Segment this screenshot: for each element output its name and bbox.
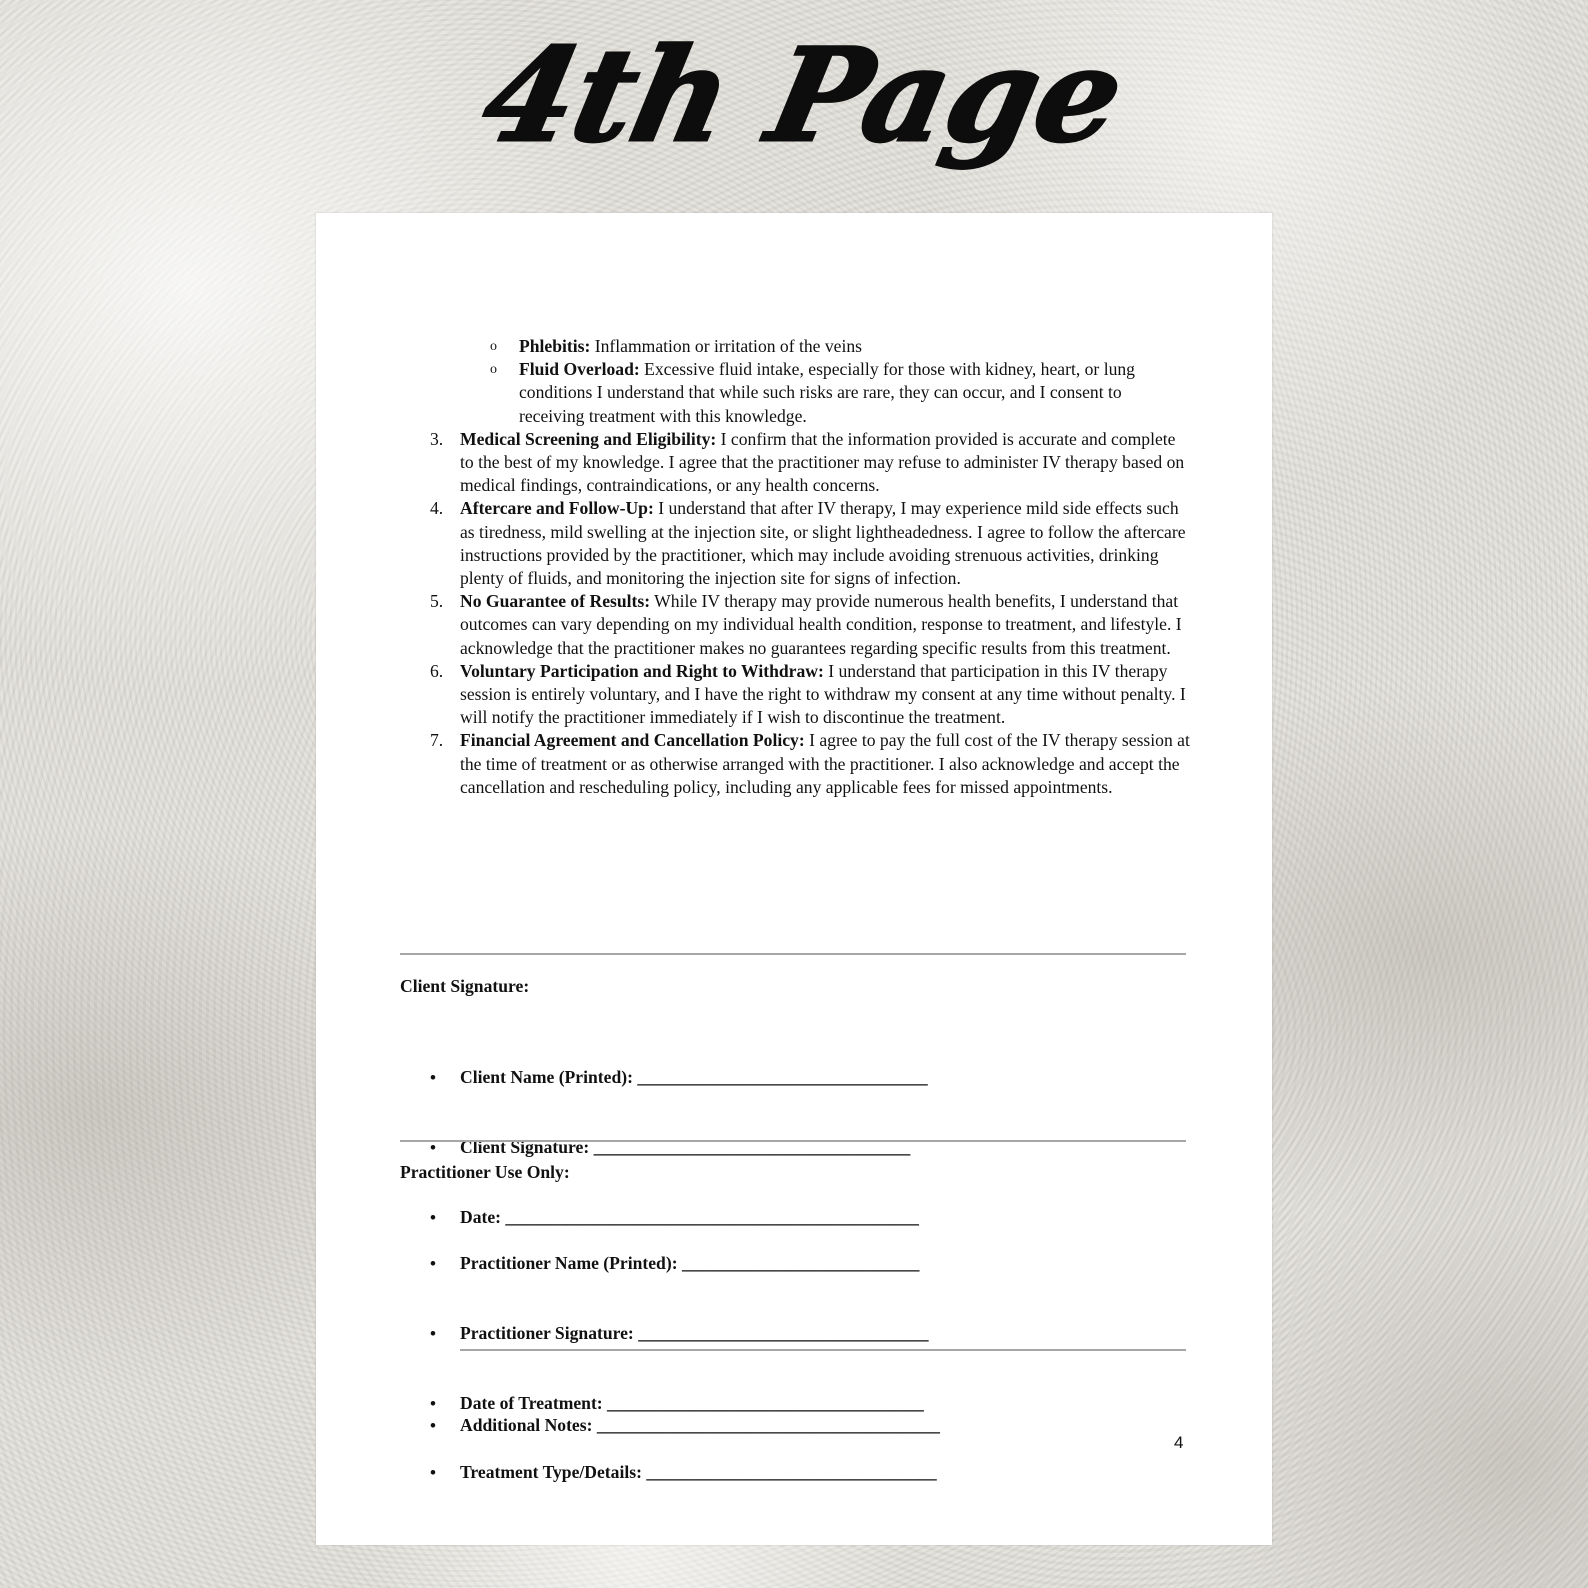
heading-text: 4th Page: [471, 19, 1136, 171]
page-number: 4: [1174, 1433, 1184, 1452]
practitioner-name-field[interactable]: • Practitioner Name (Printed): ___________________________: [460, 1252, 937, 1275]
practitioner-section-title: Practitioner Use Only:: [400, 1162, 570, 1182]
practitioner-signature-field[interactable]: • Practitioner Signature: _________________________________: [460, 1322, 937, 1345]
client-name-field[interactable]: • Client Name (Printed): _________________________________: [460, 1066, 928, 1089]
risk-item: o Phlebitis: Inflammation or irritation of the veins: [519, 335, 1190, 358]
client-section-title: Client Signature:: [400, 976, 530, 996]
divider: [400, 1140, 1186, 1142]
client-signature-field[interactable]: • Client Signature: ____________________________________: [460, 1136, 928, 1159]
script-title: [344, 19, 1244, 212]
client-date-field[interactable]: • Date: _______________________________________________: [460, 1206, 928, 1229]
divider: [460, 1349, 1186, 1351]
risk-sublist: [400, 335, 1190, 428]
consent-item: 4. Aftercare and Follow-Up: I understand that after IV therapy, I may experience mild side effects such as tiredness, mild swelling at the injection site, or slight lightheadedness. I agree to follow the aftercare instructions provided by the practitioner, which may include avoiding strenuous activities, drinking plenty of fluids, and monitoring the injection site for signs of infection.: [430, 498, 1186, 589]
risk-item: o Fluid Overload: Excessive fluid intake, especially for those with kidney, heart, or lung conditions I understand that while such risks are rare, they can occur, and I consent to receiving treatment with this knowledge.: [519, 358, 1190, 428]
consent-item: 6. Voluntary Participation and Right to Withdraw: I understand that participation in this IV therapy session is entirely voluntary, and I have the right to withdraw my consent at any time without penalty. I will notify the practitioner immediately if I wish to discontinue the treatment.: [430, 660, 1186, 728]
additional-notes-field[interactable]: • Additional Notes: _______________________________________: [460, 1414, 940, 1437]
document-page: [316, 213, 1272, 1545]
treatment-details-field[interactable]: • Treatment Type/Details: _________________________________: [460, 1461, 937, 1484]
consent-list: [400, 428, 1190, 799]
divider: [400, 953, 1186, 955]
consent-text: [400, 335, 1190, 799]
consent-item: 3. Medical Screening and Eligibility: I confirm that the information provided is accurate and complete to the best of my knowledge. I agree that the practitioner may refuse to administer IV therapy based on medical findings, contraindications, or any health concerns.: [430, 428, 1185, 496]
consent-item: 7. Financial Agreement and Cancellation Policy: I agree to pay the full cost of the IV therapy session at the time of treatment or as otherwise arranged with the practitioner. I also acknowledge and accept the cancellation and rescheduling policy, including any applicable fees for missed appointments.: [430, 730, 1190, 797]
consent-item: 5. No Guarantee of Results: While IV therapy may provide numerous health benefits, I understand that outcomes can vary depending on my individual health condition, response to treatment, and lifestyle. I acknowledge that the practitioner makes no guarantees regarding specific results from this treatment.: [430, 591, 1182, 658]
treatment-date-field[interactable]: • Date of Treatment: ____________________________________: [460, 1392, 937, 1415]
page-heading: [0, 19, 1588, 212]
notes-fields: [400, 1368, 940, 1484]
